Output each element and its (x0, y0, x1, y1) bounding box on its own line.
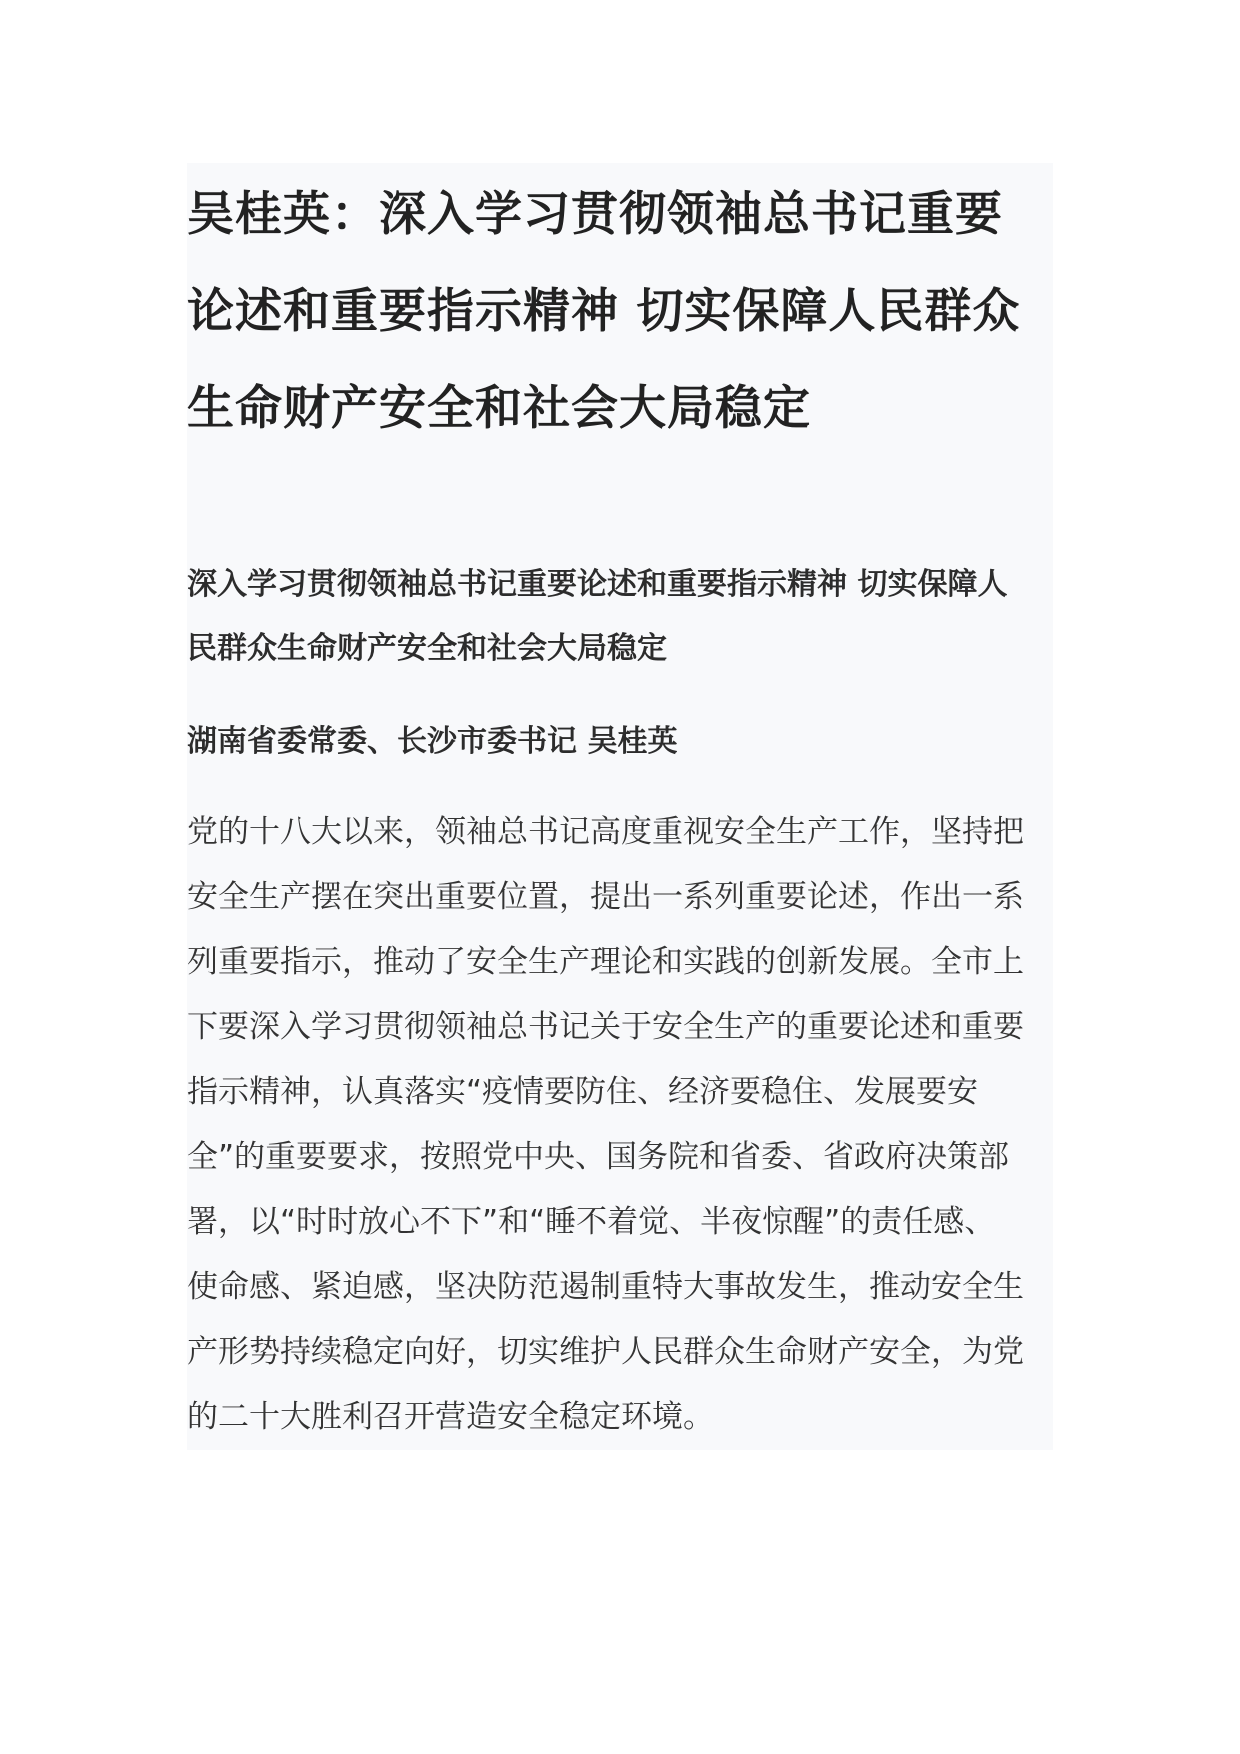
body-line: 全”的重要要求，按照党中央、国务院和省委、省政府决策部 (187, 1139, 1010, 1175)
body-line: 安全生产摆在突出重要位置，提出一系列重要论述，作出一系 (187, 879, 1024, 915)
body-line: 下要深入学习贯彻领袖总书记关于安全生产的重要论述和重要 (187, 1009, 1024, 1045)
body-line: 产形势持续稳定向好，切实维护人民群众生命财产安全，为党 (187, 1334, 1024, 1370)
author-byline: 湖南省委常委、长沙市委书记 吴桂英 (187, 724, 678, 759)
article-subtitle (187, 553, 1057, 681)
body-line: 署，以“时时放心不下”和“睡不着觉、半夜惊醒”的责任感、 (187, 1204, 996, 1240)
article-subtitle-line: 深入学习贯彻领袖总书记重要论述和重要指示精神 切实保障人 (187, 567, 1008, 602)
article-title (187, 166, 1067, 457)
body-line: 列重要指示，推动了安全生产理论和实践的创新发展。全市上 (187, 944, 1024, 980)
article-title-line: 生命财产安全和社会大局稳定 (187, 381, 811, 436)
body-line: 使命感、紧迫感，坚决防范遏制重特大事故发生，推动安全生 (187, 1269, 1024, 1305)
body-line: 指示精神，认真落实“疫情要防住、经济要稳住、发展要安 (187, 1074, 979, 1110)
article-subtitle-line: 民群众生命财产安全和社会大局稳定 (187, 631, 667, 666)
article-body (187, 800, 1055, 1450)
article-title-line: 吴桂英：深入学习贯彻领袖总书记重要 (187, 187, 1003, 242)
body-line: 党的十八大以来，领袖总书记高度重视安全生产工作，坚持把 (187, 814, 1024, 850)
article-title-line: 论述和重要指示精神 切实保障人民群众 (187, 284, 1021, 339)
body-line: 的二十大胜利召开营造安全稳定环境。 (187, 1399, 714, 1435)
